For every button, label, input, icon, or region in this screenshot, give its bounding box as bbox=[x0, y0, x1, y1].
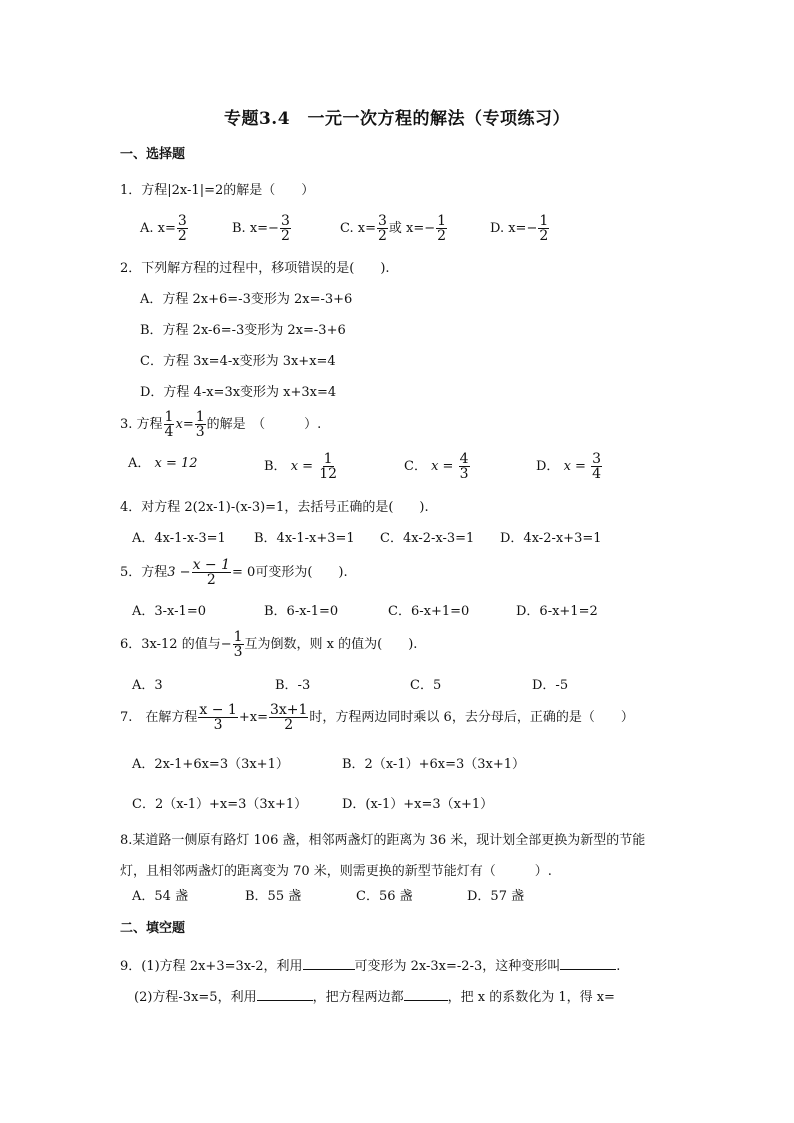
question-4-option-b: B．4x-1-x+3=1 bbox=[254, 531, 355, 546]
question-5-option-a: A．3-x-1=0 bbox=[132, 604, 206, 619]
answer-blank[interactable] bbox=[560, 955, 616, 970]
question-8-option-c: C．56 盏 bbox=[356, 889, 413, 904]
question-6-option-b: B．-3 bbox=[275, 678, 311, 693]
question-6-option-a: A．3 bbox=[132, 678, 163, 693]
question-2-option-a: A．方程 2x+6=-3变形为 2x=-3+6 bbox=[140, 292, 353, 307]
question-9-part-2: (2)方程-3x=5，利用 ，把方程两边都 ，把 x 的系数化为 1，得 x= bbox=[134, 986, 615, 1007]
question-8-stem-line1: 8.某道路一侧原有路灯 106 盏，相邻两盏灯的距离为 36 米，现计划全部更换为新型的节能 bbox=[120, 833, 646, 848]
question-3-option-c: C． x = $\frac{4}{3}$ bbox=[404, 451, 469, 482]
question-7-stem: 7. 在解方程 $\frac{x - 1}{3}$ +x= $\frac{3x+1}{2}$ 时，方程两边同时乘以 6，去分母后，正确的是（ ） bbox=[120, 702, 634, 733]
question-5-option-d: D．6-x+1=2 bbox=[516, 604, 598, 619]
question-7-option-a: A．2x-1+6x=3（3x+1） bbox=[132, 757, 289, 772]
question-8-option-d: D．57 盏 bbox=[467, 889, 525, 904]
question-5-stem: 5．方程3 − $\frac{x - 1}{2}$ = 0可变形为( ). bbox=[120, 557, 348, 588]
question-8-stem-line2: 灯，且相邻两盏灯的距离变为 70 米，则需更换的新型节能灯有（ ）. bbox=[120, 864, 552, 879]
question-1-option-c: C. x= $\frac{3}{2}$ 或 x=− $\frac{1}{2}$ bbox=[340, 213, 447, 244]
question-1-option-d: D. x=− $\frac{1}{2}$ bbox=[490, 213, 549, 244]
question-7-option-b: B．2（x-1）+6x=3（3x+1） bbox=[342, 757, 526, 772]
question-4-option-d: D．4x-2-x+3=1 bbox=[500, 531, 602, 546]
question-1-option-b: B. x=− $\frac{3}{2}$ bbox=[232, 213, 290, 244]
question-3-option-d: D． x = $\frac{3}{4}$ bbox=[536, 451, 601, 482]
question-3-stem: 3. 方程 $\frac{1}{4}$ x= $\frac{1}{3}$ 的解是 （ ）. bbox=[120, 409, 322, 440]
question-6-stem: 6．3x-12 的值与− $\frac{1}{3}$ 互为倒数，则 x 的值为( ). bbox=[120, 629, 418, 660]
question-1-option-a: A. x= $\frac{3}{2}$ bbox=[140, 213, 187, 244]
section-heading-choice: 一、选择题 bbox=[120, 147, 186, 162]
question-2-option-d: D．方程 4-x=3x变形为 x+3x=4 bbox=[140, 385, 337, 400]
question-7-option-d: D．(x-1）+x=3（x+1） bbox=[342, 797, 494, 812]
question-3-option-b: B． x = $\frac{1}{12}$ bbox=[264, 451, 338, 482]
question-4-option-c: C．4x-2-x-3=1 bbox=[380, 531, 475, 546]
question-4-option-a: A．4x-1-x-3=1 bbox=[132, 531, 226, 546]
page-title: 专题3.4 一元一次方程的解法（专项练习） bbox=[223, 109, 571, 129]
answer-blank[interactable] bbox=[257, 986, 313, 1001]
question-2-stem: 2．下列解方程的过程中，移项错误的是( ). bbox=[120, 261, 390, 276]
question-5-option-c: C．6-x+1=0 bbox=[388, 604, 470, 619]
question-7-option-c: C．2（x-1）+x=3（3x+1） bbox=[132, 797, 308, 812]
question-8-option-a: A．54 盏 bbox=[132, 889, 189, 904]
question-4-stem: 4．对方程 2(2x-1)-(x-3)=1，去括号正确的是( ). bbox=[120, 500, 429, 515]
question-2-option-c: C．方程 3x=4-x变形为 3x+x=4 bbox=[140, 354, 336, 369]
question-9-part-1: 9．(1)方程 2x+3=3x-2，利用 可变形为 2x-3x=-2-3，这种变形叫 . bbox=[120, 955, 620, 976]
question-8-option-b: B．55 盏 bbox=[245, 889, 302, 904]
section-heading-fill: 二、填空题 bbox=[120, 921, 186, 936]
question-3-option-a: A． x = 12 bbox=[128, 456, 198, 471]
question-6-option-d: D．-5 bbox=[532, 678, 569, 693]
question-5-option-b: B．6-x-1=0 bbox=[264, 604, 339, 619]
answer-blank[interactable] bbox=[404, 986, 448, 1001]
answer-blank[interactable] bbox=[303, 955, 355, 970]
question-2-option-b: B．方程 2x-6=-3变形为 2x=-3+6 bbox=[140, 323, 346, 338]
question-6-option-c: C．5 bbox=[410, 678, 442, 693]
question-1-stem: 1．方程|2x-1|=2的解是（ ） bbox=[120, 183, 315, 198]
